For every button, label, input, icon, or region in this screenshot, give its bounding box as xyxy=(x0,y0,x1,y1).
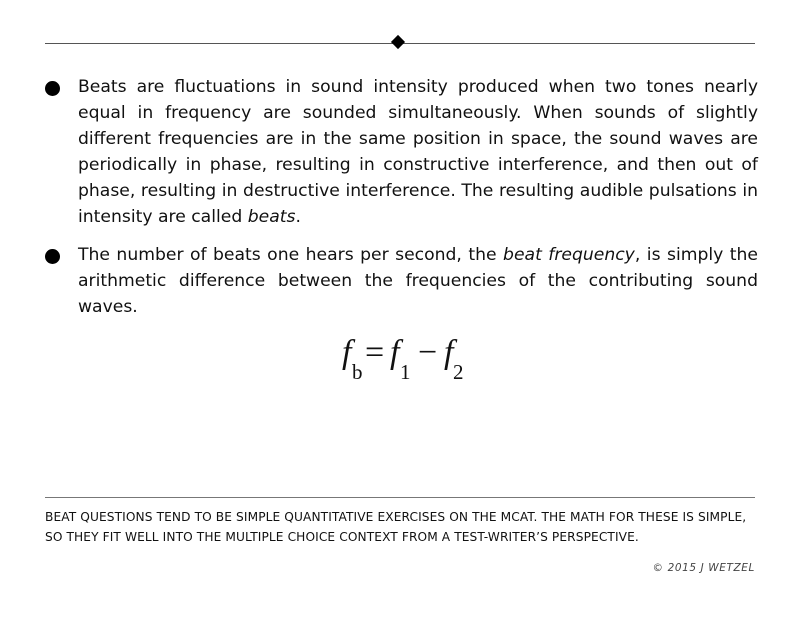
formula-f-b: f xyxy=(342,334,352,371)
bottom-divider xyxy=(45,497,755,498)
diamond-ornament-icon xyxy=(391,35,405,49)
bullet-1-text: Beats are fluctuations in sound intensity produced when two tones nearly equal in frequency are sounded simultaneously. When sounds of slightly different frequencies are in the same position in space, the sound waves are periodically in phase, resulting in constructive interference, and then out of phase, resulting in destructive interference. The resulting audible pulsations in intensity are called xyxy=(78,77,758,227)
formula-subscript-1: 1 xyxy=(400,360,411,384)
copyright-notice: © 2015 J WETZEL xyxy=(652,562,755,574)
bullet-1-end: . xyxy=(295,207,301,227)
bullet-1-italic-term: beats xyxy=(247,207,296,227)
formula-equals: = xyxy=(365,334,385,371)
bullet-paragraph-beats xyxy=(78,74,758,230)
footnote-text: BEAT QUESTIONS TEND TO BE SIMPLE QUANTITATIVE EXERCISES ON THE MCAT. THE MATH FOR THESE IS SIMPLE, SO THEY FIT WELL INTO THE MULTIPLE CHOICE CONTEXT FROM A TEST-WRITER’S PERSPECTIVE. xyxy=(45,510,747,544)
bullet-2-end: , is simply the arithmetic difference between the frequencies of the contributing sound waves. xyxy=(78,245,758,317)
formula-f-1: f xyxy=(390,334,400,371)
formula-subscript-2: 2 xyxy=(453,360,464,384)
bullet-dot-icon xyxy=(45,249,60,264)
beat-frequency-formula xyxy=(338,332,478,392)
formula-minus: − xyxy=(418,334,438,371)
bullet-paragraph-beat-frequency xyxy=(78,242,758,320)
bullet-2-italic-term: beat frequency xyxy=(503,245,635,265)
bullet-dot-icon xyxy=(45,81,60,96)
bullet-2-text: The number of beats one hears per second, the xyxy=(78,245,504,265)
formula-f-2: f xyxy=(444,334,454,371)
formula-subscript-b: b xyxy=(352,360,363,384)
